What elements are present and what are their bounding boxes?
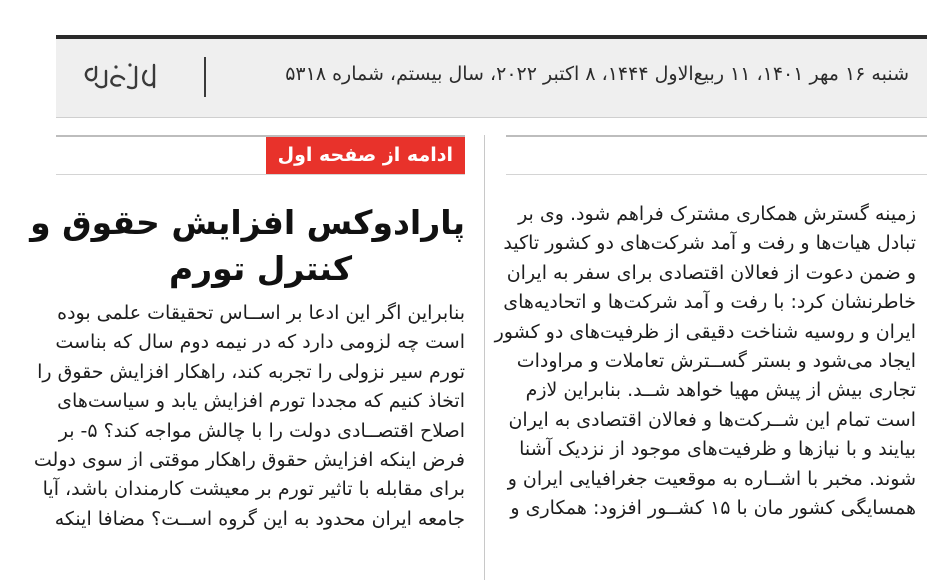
body-line: بنابراین اگر این ادعا بر اســاس تحقیقات علمی بوده xyxy=(57,302,465,324)
column-divider xyxy=(484,135,485,580)
body-line: جامعه ایران محدود به این گروه اســت؟ مضافا اینکه xyxy=(54,507,465,530)
body-line: ایران و روسیه شناخت دقیقی از ظرفیت‌های دو کشور xyxy=(494,320,916,343)
body-line: تبادل هیات‌ها و رفت و آمد شرکت‌های دو کشور تاکید xyxy=(503,232,916,255)
page-header xyxy=(56,39,927,118)
body-line: است تمام این شــرکت‌ها و فعالان اقتصادی به ایران xyxy=(508,408,916,431)
body-line: همسایگی کشور مان با ۱۵ کشــور افزود: همکاری و xyxy=(510,497,916,520)
body-line: است چه لزومی دارد که در نیمه دوم سال که بناست xyxy=(55,331,465,354)
title-line: کنترل تورم xyxy=(168,249,353,288)
body-line: زمینه گسترش همکاری مشترک فراهم شود. وی بر xyxy=(518,203,916,225)
body-line: شوند. مخبر با اشــاره به موقعیت جغرافیایی ایران و xyxy=(507,467,916,490)
right-column-body xyxy=(494,200,916,523)
body-line: و ضمن دعوت از فعالان اقتصادی برای سفر به ایران xyxy=(506,261,916,284)
body-line: اتخاذ کنیم که مجددا تورم افزایش یابد و سیاست‌های xyxy=(57,390,465,413)
etemad-logo-icon xyxy=(80,57,160,97)
body-line: تورم سیر نزولی را تجربه کند، راهکار افزایش حقوق را xyxy=(37,360,465,383)
body-line: برای مقابله با تاثیر تورم بر معیشت کارمندان باشد، آیا xyxy=(42,478,465,501)
body-line: فرض اینکه افزایش حقوق راهکار موقتی از سوی دولت xyxy=(33,449,465,472)
body-line: تجاری بیش از پیش مهیا خواهد شــد. بنابراین لازم xyxy=(525,379,916,402)
article-title xyxy=(30,200,465,292)
body-line: ایجاد می‌شود و بستر گســترش تعاملات و مراودات xyxy=(516,350,916,373)
title-line: پارادوکس افزایش حقوق و xyxy=(30,203,465,242)
issue-date-line: شنبه ۱۶ مهر ۱۴۰۱، ۱۱ ربیع‌الاول ۱۴۴۴، ۸ اکتبر ۲۰۲۲، سال بیستم، شماره ۵۳۱۸ xyxy=(285,63,909,85)
body-line: اصلاح اقتصــادی دولت را با چالش مواجه کند؟ ۵- بر xyxy=(58,419,465,442)
continued-from-front-page-badge: ادامه از صفحه اول xyxy=(266,137,465,174)
left-column-body xyxy=(33,299,465,534)
right-column-sub-rule xyxy=(506,174,927,175)
body-line: خاطرنشان کرد: با رفت و آمد شرکت‌ها و اتحادیه‌های xyxy=(503,291,916,314)
header-separator xyxy=(204,57,206,97)
right-column-top-rule xyxy=(506,135,927,137)
body-line: بیایند و با نیازها و ظرفیت‌های موجود از نزدیک آشنا xyxy=(519,438,916,461)
left-column-sub-rule xyxy=(56,174,465,175)
